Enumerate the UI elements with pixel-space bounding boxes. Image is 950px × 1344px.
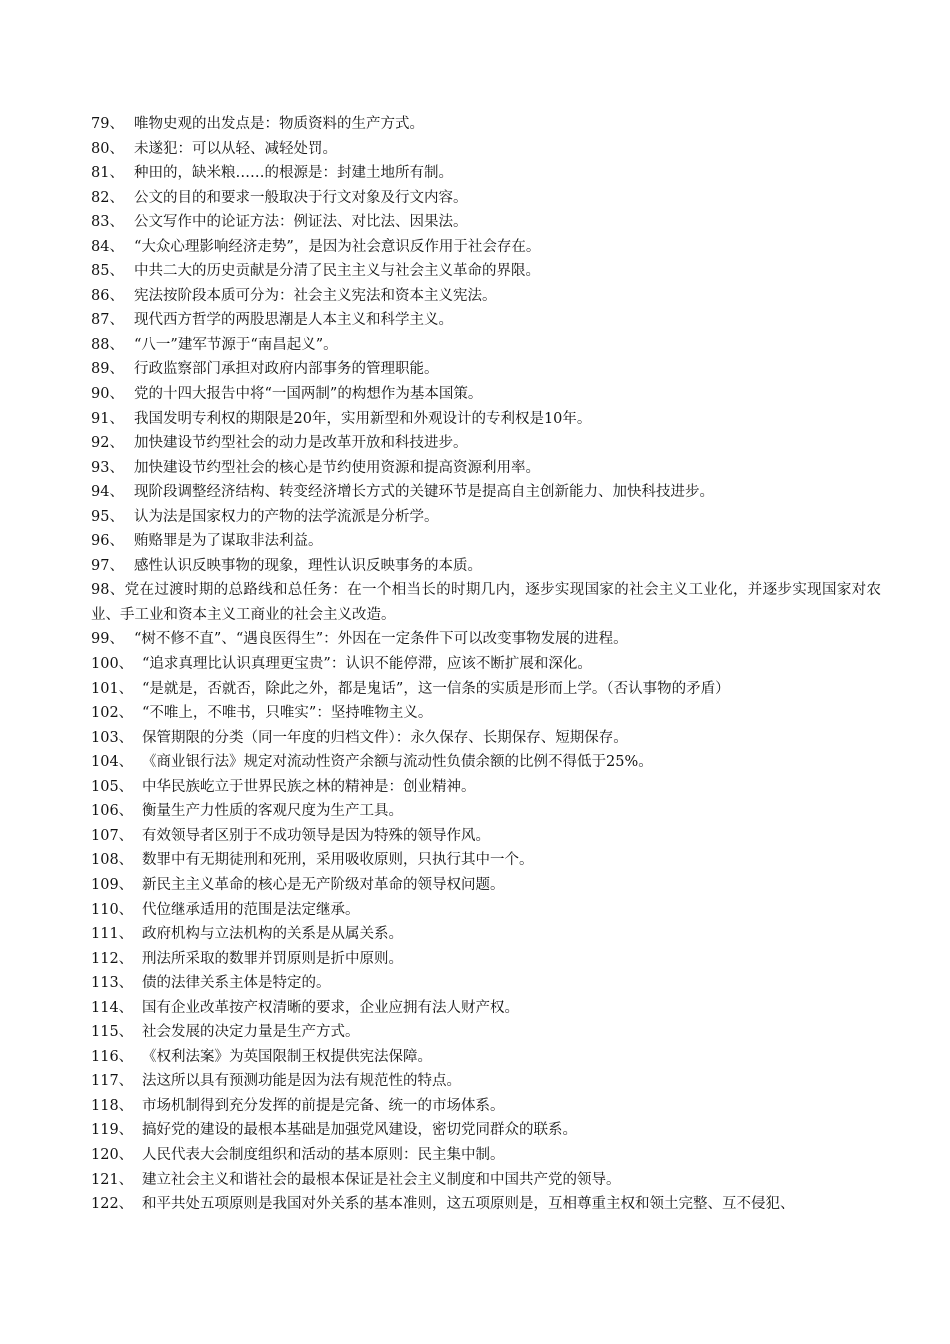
item-text: 现阶段调整经济结构、转变经济增长方式的关键环节是提高自主创新能力、加快科技进步。 xyxy=(134,484,714,501)
list-item xyxy=(91,333,881,358)
item-text: 新民主主义革命的核心是无产阶级对革命的领导权问题。 xyxy=(142,876,505,893)
list-item xyxy=(91,996,881,1021)
item-number: 86、 xyxy=(91,287,124,304)
item-text: “八一”建军节源于“南昌起义”。 xyxy=(134,336,338,353)
item-text: 宪法按阶段本质可分为：社会主义宪法和资本主义宪法。 xyxy=(134,287,497,304)
item-number: 113、 xyxy=(91,975,134,992)
list-item xyxy=(91,308,881,333)
item-text: 加快建设节约型社会的核心是节约使用资源和提高资源利用率。 xyxy=(134,459,540,476)
list-item xyxy=(91,161,881,186)
item-text: 中共二大的历史贡献是分清了民主主义与社会主义革命的界限。 xyxy=(134,263,540,280)
item-text: 唯物史观的出发点是：物质资料的生产方式。 xyxy=(134,116,424,132)
item-number: 102、 xyxy=(91,705,134,722)
list-item xyxy=(91,922,881,947)
item-text: 现代西方哲学的两股思潮是人本主义和科学主义。 xyxy=(134,312,453,329)
list-item xyxy=(91,357,881,382)
item-number: 87、 xyxy=(91,312,124,329)
list-item xyxy=(91,1118,881,1143)
list-item xyxy=(91,505,881,530)
item-number: 116、 xyxy=(91,1048,134,1065)
item-text: 党的十四大报告中将“一国两制”的构想作为基本国策。 xyxy=(134,386,483,403)
item-text: 数罪中有无期徒刑和死刑，采用吸收原则，只执行其中一个。 xyxy=(142,852,534,869)
list-item xyxy=(91,652,881,677)
item-number: 100、 xyxy=(91,656,134,673)
item-text: 保管期限的分类（同一年度的归档文件）：永久保存、长期保存、短期保存。 xyxy=(142,729,628,746)
item-number: 117、 xyxy=(91,1073,134,1090)
item-text: 和平共处五项原则是我国对外关系的基本准则，这五项原则是，互相尊重主权和领土完整、互不侵犯、 xyxy=(142,1196,795,1213)
item-text: 认为法是国家权力的产物的法学流派是分析学。 xyxy=(134,508,439,525)
list-item xyxy=(91,529,881,554)
item-text: 人民代表大会制度组织和活动的基本原则：民主集中制。 xyxy=(142,1146,505,1163)
item-number: 94、 xyxy=(91,484,124,501)
item-number: 98、 xyxy=(91,582,125,599)
list-item xyxy=(91,1045,881,1070)
item-text: 债的法律关系主体是特定的。 xyxy=(142,975,331,992)
item-number: 103、 xyxy=(91,729,134,746)
item-number: 118、 xyxy=(91,1097,134,1114)
item-text: 衡量生产力性质的客观尺度为生产工具。 xyxy=(142,803,403,820)
item-text: “不唯上，不唯书，只唯实”：坚持唯物主义。 xyxy=(142,705,433,722)
list-item xyxy=(91,824,881,849)
item-text: 有效领导者区别于不成功领导是因为特殊的领导作风。 xyxy=(142,827,490,844)
item-text: 公文写作中的论证方法：例证法、对比法、因果法。 xyxy=(134,214,468,231)
list-item xyxy=(91,210,881,235)
list-item xyxy=(91,971,881,996)
item-number: 84、 xyxy=(91,238,124,255)
list-item xyxy=(91,701,881,726)
item-number: 119、 xyxy=(91,1122,134,1139)
item-text: 社会发展的决定力量是生产方式。 xyxy=(142,1024,360,1041)
item-text: 法这所以具有预测功能是因为法有规范性的特点。 xyxy=(142,1073,461,1090)
list-item xyxy=(91,1069,881,1094)
item-number: 111、 xyxy=(91,926,134,943)
list-item xyxy=(91,627,881,652)
item-text: “是就是，否就否，除此之外，都是鬼话”，这一信条的实质是形而上学。（否认事物的矛盾） xyxy=(142,680,730,697)
item-number: 93、 xyxy=(91,459,124,476)
item-number: 81、 xyxy=(91,165,124,182)
item-number: 114、 xyxy=(91,999,134,1016)
item-text: 我国发明专利权的期限是20年，实用新型和外观设计的专利权是10年。 xyxy=(134,410,592,427)
item-text: 公文的目的和要求一般取决于行文对象及行文内容。 xyxy=(134,189,468,206)
item-number: 121、 xyxy=(91,1171,134,1188)
item-text: 市场机制得到充分发挥的前提是完备、统一的市场体系。 xyxy=(142,1097,505,1114)
item-number: 104、 xyxy=(91,754,134,771)
item-text: 加快建设节约型社会的动力是改革开放和科技进步。 xyxy=(134,435,468,452)
list-item xyxy=(91,775,881,800)
item-number: 91、 xyxy=(91,410,124,427)
list-item xyxy=(91,578,881,627)
list-item xyxy=(91,873,881,898)
list-item xyxy=(91,259,881,284)
item-text: 《权利法案》为英国限制王权提供宪法保障。 xyxy=(142,1048,432,1065)
item-number: 115、 xyxy=(91,1024,134,1041)
item-number: 105、 xyxy=(91,778,134,795)
list-item xyxy=(91,947,881,972)
list-item xyxy=(91,137,881,162)
item-number: 89、 xyxy=(91,361,124,378)
item-number: 122、 xyxy=(91,1196,134,1213)
list-item xyxy=(91,750,881,775)
list-item xyxy=(91,235,881,260)
list-item xyxy=(91,456,881,481)
list-item xyxy=(91,1094,881,1119)
item-text: 《商业银行法》规定对流动性资产余额与流动性负债余额的比例不得低于25%。 xyxy=(142,754,653,771)
item-number: 96、 xyxy=(91,533,124,550)
list-item xyxy=(91,799,881,824)
item-text: 种田的，缺米粮……的根源是：封建土地所有制。 xyxy=(134,165,453,182)
item-text: 贿赂罪是为了谋取非法利益。 xyxy=(134,533,323,550)
item-number: 106、 xyxy=(91,803,134,820)
item-number: 80、 xyxy=(91,140,124,157)
list-item xyxy=(91,848,881,873)
item-text: 刑法所采取的数罪并罚原则是折中原则。 xyxy=(142,950,403,967)
item-number: 97、 xyxy=(91,557,124,574)
item-number: 101、 xyxy=(91,680,134,697)
list-item xyxy=(91,1020,881,1045)
list-item xyxy=(91,284,881,309)
list-item xyxy=(91,554,881,579)
list-item xyxy=(91,1168,881,1193)
item-text: “追求真理比认识真理更宝贵”：认识不能停滞，应该不断扩展和深化。 xyxy=(142,656,592,673)
item-number: 108、 xyxy=(91,852,134,869)
item-number: 85、 xyxy=(91,263,124,280)
item-number: 79、 xyxy=(91,116,124,132)
item-number: 92、 xyxy=(91,435,124,452)
item-text: 党在过渡时期的总路线和总任务：在一个相当长的时期几内，逐步实现国家的社会主义工业化，并逐步实现国家对农业、手工业和资本主义工商业的社会主义改造。 xyxy=(91,582,882,623)
item-number: 88、 xyxy=(91,336,124,353)
item-text: “大众心理影响经济走势”，是因为社会意识反作用于社会存在。 xyxy=(134,238,541,255)
list-item xyxy=(91,407,881,432)
list-item xyxy=(91,431,881,456)
item-text: 国有企业改革按产权清晰的要求，企业应拥有法人财产权。 xyxy=(142,999,519,1016)
item-number: 107、 xyxy=(91,827,134,844)
item-number: 82、 xyxy=(91,189,124,206)
list-item xyxy=(91,1143,881,1168)
item-number: 110、 xyxy=(91,901,134,918)
item-text: 政府机构与立法机构的关系是从属关系。 xyxy=(142,926,403,943)
item-number: 99、 xyxy=(91,631,124,648)
list-item xyxy=(91,726,881,751)
list-item xyxy=(91,898,881,923)
item-number: 95、 xyxy=(91,508,124,525)
list-item xyxy=(91,382,881,407)
list-item xyxy=(91,1192,881,1217)
item-text: 中华民族屹立于世界民族之林的精神是：创业精神。 xyxy=(142,778,476,795)
list-item xyxy=(91,186,881,211)
item-text: 建立社会主义和谐社会的最根本保证是社会主义制度和中国共产党的领导。 xyxy=(142,1171,621,1188)
item-text: 搞好党的建设的最根本基础是加强党风建设，密切党同群众的联系。 xyxy=(142,1122,577,1139)
list-item xyxy=(91,480,881,505)
item-text: 行政监察部门承担对政府内部事务的管理职能。 xyxy=(134,361,439,378)
numbered-list xyxy=(91,112,881,1217)
item-text: “树不修不直”、“遇良医得生”：外因在一定条件下可以改变事物发展的进程。 xyxy=(134,631,628,648)
item-text: 代位继承适用的范围是法定继承。 xyxy=(142,901,360,918)
item-number: 83、 xyxy=(91,214,124,231)
item-text: 未遂犯：可以从轻、减轻处罚。 xyxy=(134,140,337,157)
list-item xyxy=(91,112,881,137)
item-number: 120、 xyxy=(91,1146,134,1163)
item-number: 90、 xyxy=(91,386,124,403)
item-number: 112、 xyxy=(91,950,134,967)
list-item xyxy=(91,677,881,702)
item-text: 感性认识反映事物的现象，理性认识反映事务的本质。 xyxy=(134,557,482,574)
item-number: 109、 xyxy=(91,876,134,893)
